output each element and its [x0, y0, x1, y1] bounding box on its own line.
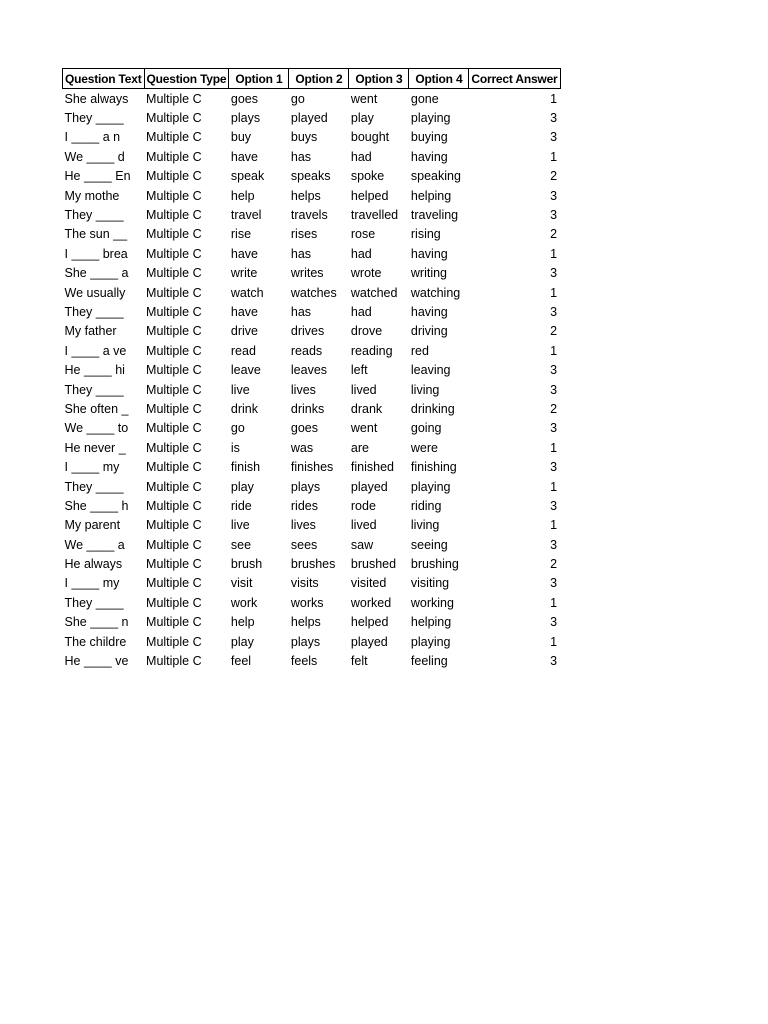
table-row	[63, 225, 561, 244]
cell-question-type: Multiple C	[146, 498, 202, 513]
cell-question-type: Multiple C	[146, 595, 202, 610]
header-question-type: Question Type	[144, 69, 229, 89]
cell-correct-answer: 1	[550, 91, 558, 106]
cell-correct-answer: 3	[550, 363, 558, 378]
cell-option-1: visit	[230, 576, 253, 591]
cell-question-text: My father	[64, 324, 117, 339]
cell-option-1: work	[230, 595, 258, 610]
cell-correct-answer: 1	[550, 246, 558, 261]
cell-question-text: He ____ ve	[64, 654, 129, 669]
cell-option-3: left	[350, 363, 368, 378]
table-row	[63, 651, 561, 670]
cell-question-text: My parent	[64, 518, 121, 533]
cell-question-type: Multiple C	[146, 401, 202, 416]
cell-option-4: traveling	[410, 208, 459, 223]
cell-option-4: driving	[410, 324, 448, 339]
cell-correct-answer: 1	[550, 634, 558, 649]
cell-option-1: drink	[230, 401, 258, 416]
cell-option-3: played	[350, 634, 388, 649]
cell-question-type: Multiple C	[146, 654, 202, 669]
cell-option-1: write	[230, 266, 258, 281]
cell-option-3: reading	[350, 343, 393, 358]
cell-option-2: helps	[290, 615, 321, 630]
table-row	[63, 167, 561, 186]
cell-question-text: They ____	[64, 479, 124, 494]
cell-question-type: Multiple C	[146, 285, 202, 300]
cell-correct-answer: 3	[550, 537, 558, 552]
cell-option-3: finished	[350, 460, 394, 475]
cell-correct-answer: 3	[550, 130, 558, 145]
cell-option-3: wrote	[350, 266, 382, 281]
cell-option-4: living	[410, 382, 440, 397]
cell-option-3: play	[350, 111, 374, 126]
cell-question-type: Multiple C	[146, 130, 202, 145]
cell-question-type: Multiple C	[146, 363, 202, 378]
cell-option-4: red	[410, 343, 429, 358]
cell-option-3: had	[350, 304, 372, 319]
cell-option-4: seeing	[410, 537, 448, 552]
cell-correct-answer: 3	[550, 460, 558, 475]
cell-option-1: finish	[230, 460, 261, 475]
cell-correct-answer: 3	[550, 382, 558, 397]
cell-option-1: go	[230, 421, 245, 436]
cell-correct-answer: 1	[550, 479, 558, 494]
cell-option-2: go	[290, 91, 305, 106]
cell-question-type: Multiple C	[146, 460, 202, 475]
cell-option-2: goes	[290, 421, 318, 436]
cell-question-type: Multiple C	[146, 324, 202, 339]
cell-correct-answer: 3	[550, 208, 558, 223]
cell-option-4: playing	[410, 111, 451, 126]
cell-option-4: speaking	[410, 169, 461, 184]
table-row	[63, 283, 561, 302]
cell-option-2: lives	[290, 382, 316, 397]
cell-option-2: watches	[290, 285, 337, 300]
cell-question-type: Multiple C	[146, 615, 202, 630]
table-row	[63, 380, 561, 399]
cell-question-text: We ____ a	[64, 537, 125, 552]
cell-option-2: works	[290, 595, 324, 610]
cell-option-1: have	[230, 304, 258, 319]
table-row	[63, 496, 561, 515]
cell-option-2: played	[290, 111, 328, 126]
cell-option-2: helps	[290, 188, 321, 203]
cell-question-type: Multiple C	[146, 537, 202, 552]
cell-question-text: She ____ h	[64, 498, 129, 513]
cell-question-type: Multiple C	[146, 518, 202, 533]
cell-option-2: feels	[290, 654, 318, 669]
table-row	[63, 554, 561, 573]
table-row	[63, 516, 561, 535]
cell-question-type: Multiple C	[146, 304, 202, 319]
cell-option-4: having	[410, 304, 448, 319]
header-correct-answer: Correct Answer	[469, 69, 560, 89]
cell-question-text: My mothe	[64, 188, 120, 203]
cell-option-4: helping	[410, 188, 452, 203]
cell-option-4: drinking	[410, 401, 455, 416]
cell-correct-answer: 2	[550, 169, 558, 184]
cell-option-4: working	[410, 595, 454, 610]
cell-option-4: visiting	[410, 576, 450, 591]
cell-option-1: goes	[230, 91, 258, 106]
cell-option-4: having	[410, 149, 448, 164]
cell-option-2: drinks	[290, 401, 325, 416]
cell-option-1: watch	[230, 285, 264, 300]
table-row	[63, 147, 561, 166]
header-question-text: Question Text	[63, 69, 145, 89]
cell-question-type: Multiple C	[146, 188, 202, 203]
cell-option-2: lives	[290, 518, 316, 533]
cell-question-text: They ____	[64, 595, 124, 610]
header-option-2: Option 2	[289, 69, 349, 89]
cell-question-type: Multiple C	[146, 111, 202, 126]
cell-question-text: I ____ my	[64, 460, 120, 475]
cell-option-4: playing	[410, 634, 451, 649]
cell-question-text: They ____	[64, 304, 124, 319]
table-row	[63, 205, 561, 224]
cell-option-3: helped	[350, 188, 389, 203]
cell-option-3: felt	[350, 654, 368, 669]
cell-question-text: He always	[64, 557, 123, 572]
cell-option-2: rides	[290, 498, 318, 513]
cell-option-2: has	[290, 246, 312, 261]
cell-option-3: brushed	[350, 557, 397, 572]
cell-option-4: riding	[410, 498, 442, 513]
cell-question-type: Multiple C	[146, 576, 202, 591]
cell-question-type: Multiple C	[146, 479, 202, 494]
table-row	[63, 613, 561, 632]
cell-question-text: We ____ to	[64, 421, 129, 436]
table-row	[63, 593, 561, 612]
cell-option-1: plays	[230, 111, 261, 126]
table-row	[63, 632, 561, 651]
cell-option-3: drank	[350, 401, 383, 416]
cell-option-4: playing	[410, 479, 451, 494]
cell-option-2: buys	[290, 130, 318, 145]
cell-option-3: went	[350, 421, 378, 436]
cell-option-4: living	[410, 518, 440, 533]
cell-question-text: He never _	[64, 440, 126, 455]
cell-option-4: going	[410, 421, 442, 436]
cell-option-3: saw	[350, 537, 374, 552]
cell-option-2: writes	[290, 266, 324, 281]
cell-option-2: travels	[290, 208, 328, 223]
cell-correct-answer: 3	[550, 421, 558, 436]
cell-option-3: bought	[350, 130, 390, 145]
table-row	[63, 574, 561, 593]
cell-option-2: brushes	[290, 557, 336, 572]
cell-question-text: They ____	[64, 111, 124, 126]
cell-option-2: rises	[290, 227, 318, 242]
table-row	[63, 128, 561, 147]
cell-correct-answer: 3	[550, 266, 558, 281]
table-row	[63, 438, 561, 457]
cell-option-2: plays	[290, 634, 321, 649]
cell-option-3: rose	[350, 227, 376, 242]
cell-option-1: read	[230, 343, 256, 358]
cell-question-type: Multiple C	[146, 227, 202, 242]
cell-option-1: feel	[230, 654, 252, 669]
cell-correct-answer: 1	[550, 595, 558, 610]
cell-question-text: The sun __	[64, 227, 128, 242]
cell-question-type: Multiple C	[146, 149, 202, 164]
cell-question-text: I ____ a n	[64, 130, 121, 145]
cell-option-3: travelled	[350, 208, 399, 223]
cell-option-3: went	[350, 91, 378, 106]
cell-question-text: She often _	[64, 401, 129, 416]
cell-correct-answer: 3	[550, 498, 558, 513]
cell-question-type: Multiple C	[146, 208, 202, 223]
cell-correct-answer: 3	[550, 304, 558, 319]
cell-option-1: ride	[230, 498, 252, 513]
cell-option-2: has	[290, 149, 312, 164]
table-row	[63, 264, 561, 283]
cell-question-type: Multiple C	[146, 421, 202, 436]
cell-option-1: leave	[230, 363, 261, 378]
cell-option-2: sees	[290, 537, 318, 552]
cell-option-1: buy	[230, 130, 252, 145]
cell-option-3: spoke	[350, 169, 385, 184]
cell-question-type: Multiple C	[146, 440, 202, 455]
cell-correct-answer: 1	[550, 343, 558, 358]
cell-option-1: rise	[230, 227, 252, 242]
cell-question-type: Multiple C	[146, 382, 202, 397]
cell-question-type: Multiple C	[146, 91, 202, 106]
cell-option-1: see	[230, 537, 252, 552]
cell-question-type: Multiple C	[146, 343, 202, 358]
table-row	[63, 108, 561, 127]
cell-option-4: were	[410, 440, 438, 455]
cell-question-type: Multiple C	[146, 266, 202, 281]
cell-option-1: speak	[230, 169, 265, 184]
cell-option-1: help	[230, 615, 255, 630]
cell-option-1: brush	[230, 557, 263, 572]
table-row	[63, 322, 561, 341]
cell-option-4: buying	[410, 130, 448, 145]
cell-option-4: having	[410, 246, 448, 261]
cell-correct-answer: 1	[550, 518, 558, 533]
cell-option-1: play	[230, 634, 254, 649]
table-row	[63, 477, 561, 496]
cell-question-text: The childre	[64, 634, 127, 649]
cell-question-text: She always	[64, 91, 129, 106]
question-table	[62, 68, 561, 671]
table-row	[63, 341, 561, 360]
cell-option-1: play	[230, 479, 254, 494]
cell-option-4: finishing	[410, 460, 457, 475]
table-row	[63, 419, 561, 438]
cell-option-4: rising	[410, 227, 441, 242]
cell-question-type: Multiple C	[146, 557, 202, 572]
cell-option-3: visited	[350, 576, 387, 591]
cell-question-type: Multiple C	[146, 169, 202, 184]
cell-option-2: visits	[290, 576, 319, 591]
cell-option-1: travel	[230, 208, 262, 223]
cell-option-2: finishes	[290, 460, 334, 475]
cell-option-3: lived	[350, 382, 377, 397]
cell-option-2: has	[290, 304, 312, 319]
table-row	[63, 89, 561, 109]
cell-correct-answer: 2	[550, 557, 558, 572]
cell-correct-answer: 3	[550, 111, 558, 126]
cell-question-type: Multiple C	[146, 246, 202, 261]
cell-option-4: writing	[410, 266, 448, 281]
cell-option-3: had	[350, 149, 372, 164]
cell-question-text: I ____ a ve	[64, 343, 127, 358]
cell-option-2: speaks	[290, 169, 331, 184]
cell-correct-answer: 3	[550, 615, 558, 630]
cell-option-4: watching	[410, 285, 461, 300]
table-row	[63, 302, 561, 321]
cell-correct-answer: 3	[550, 188, 558, 203]
cell-question-text: He ____ hi	[64, 363, 125, 378]
table-body	[63, 89, 561, 671]
cell-option-2: drives	[290, 324, 325, 339]
cell-question-type: Multiple C	[146, 634, 202, 649]
cell-option-1: drive	[230, 324, 258, 339]
table-row	[63, 457, 561, 476]
cell-option-4: helping	[410, 615, 452, 630]
header-option-4: Option 4	[409, 69, 469, 89]
cell-option-4: brushing	[410, 557, 459, 572]
cell-option-2: leaves	[290, 363, 328, 378]
header-option-3: Option 3	[349, 69, 409, 89]
cell-question-text: We ____ d	[64, 149, 125, 164]
cell-option-3: had	[350, 246, 372, 261]
cell-option-1: live	[230, 518, 250, 533]
cell-correct-answer: 1	[550, 285, 558, 300]
cell-option-4: leaving	[410, 363, 451, 378]
cell-correct-answer: 1	[550, 440, 558, 455]
cell-option-3: played	[350, 479, 388, 494]
cell-option-1: have	[230, 149, 258, 164]
cell-option-3: drove	[350, 324, 383, 339]
cell-question-text: We usually	[64, 285, 126, 300]
cell-question-text: She ____ a	[64, 266, 129, 281]
cell-option-3: lived	[350, 518, 377, 533]
cell-option-2: was	[290, 440, 314, 455]
table-row	[63, 535, 561, 554]
cell-correct-answer: 2	[550, 324, 558, 339]
cell-option-1: is	[230, 440, 240, 455]
table-row	[63, 186, 561, 205]
cell-question-text: She ____ n	[64, 615, 129, 630]
cell-option-3: worked	[350, 595, 392, 610]
cell-question-text: I ____ brea	[64, 246, 128, 261]
table-row	[63, 399, 561, 418]
header-option-1: Option 1	[229, 69, 289, 89]
cell-option-3: helped	[350, 615, 389, 630]
cell-option-2: plays	[290, 479, 321, 494]
cell-option-2: reads	[290, 343, 323, 358]
cell-question-text: They ____	[64, 382, 124, 397]
cell-correct-answer: 1	[550, 149, 558, 164]
cell-correct-answer: 3	[550, 576, 558, 591]
cell-option-3: rode	[350, 498, 376, 513]
cell-option-4: feeling	[410, 654, 448, 669]
table-row	[63, 244, 561, 263]
cell-correct-answer: 2	[550, 401, 558, 416]
cell-option-1: have	[230, 246, 258, 261]
header-row	[63, 69, 561, 89]
table-row	[63, 360, 561, 379]
cell-option-3: watched	[350, 285, 398, 300]
cell-question-text: I ____ my	[64, 576, 120, 591]
cell-correct-answer: 2	[550, 227, 558, 242]
cell-option-1: live	[230, 382, 250, 397]
cell-question-text: He ____ En	[64, 169, 131, 184]
cell-question-text: They ____	[64, 208, 124, 223]
cell-option-4: gone	[410, 91, 439, 106]
cell-correct-answer: 3	[550, 654, 558, 669]
cell-option-3: are	[350, 440, 369, 455]
cell-option-1: help	[230, 188, 255, 203]
